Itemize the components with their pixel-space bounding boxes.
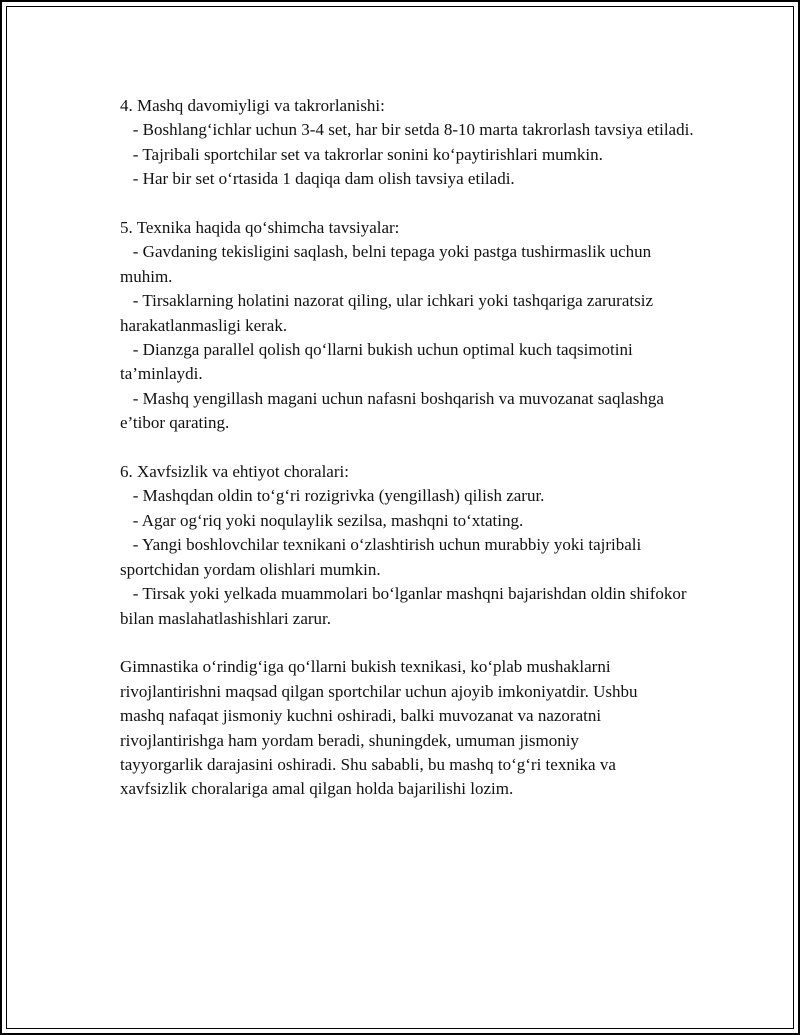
paragraph-line: tayyorgarlik darajasini oshiradi. Shu sababli, bu mashq to‘g‘ri texnika va xyxy=(120,754,616,774)
section-duration xyxy=(120,94,700,192)
section-safety xyxy=(120,460,700,631)
paragraph-line: xavfsizlik choralariga amal qilgan holda bajarilishi lozim. xyxy=(120,779,514,799)
paragraph-line: mashq nafaqat jismoniy kuchni oshiradi, balki muvozanat va nazoratni xyxy=(120,706,602,726)
list-item: - Gavdaning tekisligini saqlash, belni tepaga yoki pastga tushirmaslik uchun muhim. xyxy=(120,242,656,286)
list-item: - Tirsak yoki yelkada muammolari bo‘lganlar mashqni bajarishdan oldin shifokor bilan maslahatlashishlari zarur. xyxy=(120,584,691,628)
list-item: - Dianzga parallel qolish qo‘llarni bukish uchun optimal kuch taqsimotini ta’minlaydi. xyxy=(120,340,637,384)
list-item: - Boshlang‘ichlar uchun 3-4 set, har bir setda 8-10 marta takrorlash tavsiya etiladi. xyxy=(120,120,694,140)
list-item: - Tajribali sportchilar set va takrorlar sonini ko‘paytirishlari mumkin. xyxy=(120,144,603,164)
section-title: 6. Xavfsizlik va ehtiyot choralari: xyxy=(120,462,349,482)
list-item: - Mashq yengillash magani uchun nafasni boshqarish va muvozanat saqlashga e’tibor qarating. xyxy=(120,388,669,433)
paragraph-line: rivojlantirishni maqsad qilgan sportchilar uchun ajoyib imkoniyatdir. Ushbu xyxy=(120,681,638,701)
list-item: - Mashqdan oldin to‘g‘ri rozigrivka (yengillash) qilish zarur. xyxy=(120,486,545,506)
paragraph-line: rivojlantirishga ham yordam beradi, shuningdek, umuman jismoniy xyxy=(120,730,579,750)
section-title: 4. Mashq davomiyligi va takrorlanishi: xyxy=(120,96,385,115)
list-item: - Agar og‘riq yoki noqulaylik sezilsa, mashqni to‘xtating. xyxy=(120,510,524,530)
document-body xyxy=(120,94,700,802)
section-title: 5. Texnika haqida qo‘shimcha tavsiyalar: xyxy=(120,218,400,238)
section-technique-tips xyxy=(120,216,700,436)
paragraph-line: Gimnastika o‘rindig‘iga qo‘llarni bukish texnikasi, ko‘plab mushaklarni xyxy=(120,657,611,677)
closing-paragraph xyxy=(120,655,700,801)
list-item: - Tirsaklarning holatini nazorat qiling, ular ichkari yoki tashqariga zaruratsiz harakatlanmasligi kerak. xyxy=(120,291,658,335)
list-item: - Yangi boshlovchilar texnikani o‘zlashtirish uchun murabbiy yoki tajribali sportchidan yordam olishlari mumkin. xyxy=(120,535,646,579)
list-item: - Har bir set o‘rtasida 1 daqiqa dam olish tavsiya etiladi. xyxy=(120,169,515,189)
